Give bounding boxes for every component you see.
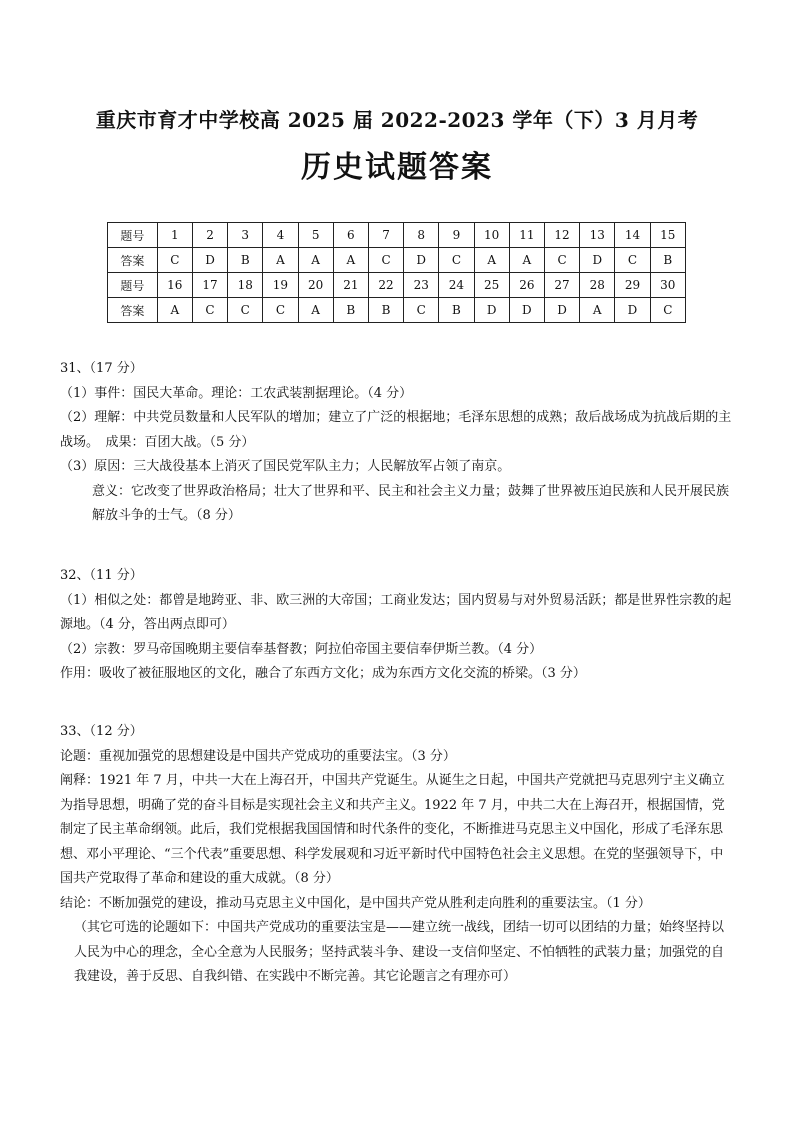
answer-cell: A — [263, 248, 298, 273]
answer-cell: D — [404, 248, 439, 273]
question-number-cell: 21 — [333, 273, 368, 298]
answer-cell: D — [615, 298, 650, 323]
answer-cell: B — [650, 248, 685, 273]
question-number-cell: 3 — [228, 223, 263, 248]
question-number-cell: 28 — [580, 273, 615, 298]
answer-cell: B — [368, 298, 403, 323]
question-number-cell: 19 — [263, 273, 298, 298]
question-number-cell: 1 — [157, 223, 192, 248]
question-number-cell: 15 — [650, 223, 685, 248]
question-number-cell: 8 — [404, 223, 439, 248]
question-number-cell: 11 — [509, 223, 544, 248]
question-number-cell: 6 — [333, 223, 368, 248]
question-number-cell: 14 — [615, 223, 650, 248]
question-number-cell: 4 — [263, 223, 298, 248]
question-number-cell: 23 — [404, 273, 439, 298]
row-label-answer: 答案 — [108, 298, 158, 323]
answer-cell: C — [615, 248, 650, 273]
question-31 — [60, 357, 732, 529]
row-label-question: 题号 — [108, 273, 158, 298]
answer-cell: A — [298, 298, 333, 323]
question-33 — [60, 720, 732, 990]
question-number-cell: 18 — [228, 273, 263, 298]
answer-cell: C — [157, 248, 192, 273]
answer-cell: C — [404, 298, 439, 323]
question-32-part-2: （2）宗教：罗马帝国晚期主要信奉基督教；阿拉伯帝国主要信奉伊斯兰教。（4 分） — [60, 641, 543, 657]
answer-cell: C — [544, 248, 579, 273]
question-number-cell: 30 — [650, 273, 685, 298]
row-label-question: 题号 — [108, 223, 158, 248]
answer-cell: C — [439, 248, 474, 273]
question-number-cell: 26 — [509, 273, 544, 298]
row-label-answer: 答案 — [108, 248, 158, 273]
question-number-cell: 29 — [615, 273, 650, 298]
question-31-heading: 31、（17 分） — [60, 361, 143, 376]
answer-cell: D — [509, 298, 544, 323]
question-33-conclusion: 结论：不断加强党的建设，推动马克思主义中国化，是中国共产党从胜利走向胜利的重要法宝。（1 分） — [60, 895, 651, 911]
question-31-part-1: （1）事件：国民大革命。理论：工农武装割据理论。（4 分） — [60, 385, 413, 401]
question-number-cell: 17 — [192, 273, 227, 298]
question-32-heading: 32、（11 分） — [60, 568, 143, 583]
question-33-alternatives-note: （其它可选的论题如下：中国共产党成功的重要法宝是——建立统一战线，团结一切可以团结的力量；始终坚持以人民为中心的理念，全心全意为人民服务；坚持武装斗争、建设一支信仰坚定、不怕牺牲的武装力量；加强党的自我建设，善于反思、自我纠错、在实践中不断完善。其它论题言之有理亦可） — [74, 920, 725, 984]
question-number-cell: 5 — [298, 223, 333, 248]
question-32-part-1: （1）相似之处：都曾是地跨亚、非、欧三洲的大帝国；工商业发达；国内贸易与对外贸易活跃；都是世界性宗教的起源地。（4 分，答出两点即可） — [60, 592, 732, 632]
question-number-cell: 24 — [439, 273, 474, 298]
question-number-cell: 7 — [368, 223, 403, 248]
answer-cell: A — [509, 248, 544, 273]
question-33-thesis: 论题：重视加强党的思想建设是中国共产党成功的重要法宝。（3 分） — [60, 748, 456, 764]
answer-cell: A — [298, 248, 333, 273]
answer-cell: C — [192, 298, 227, 323]
answer-cell: C — [228, 298, 263, 323]
question-number-cell: 20 — [298, 273, 333, 298]
question-number-cell: 9 — [439, 223, 474, 248]
question-number-cell: 25 — [474, 273, 509, 298]
question-number-cell: 27 — [544, 273, 579, 298]
question-33-heading: 33、（12 分） — [60, 724, 143, 739]
answer-cell: B — [333, 298, 368, 323]
answer-cell: A — [580, 298, 615, 323]
question-31-part-2: （2）理解：中共党员数量和人民军队的增加；建立了广泛的根据地；毛泽东思想的成熟；敌后战场成为抗战后期的主战场。 成果：百团大战。（5 分） — [60, 410, 732, 450]
answer-cell: D — [544, 298, 579, 323]
answer-cell: A — [333, 248, 368, 273]
answer-cell: D — [580, 248, 615, 273]
answer-table — [107, 222, 686, 323]
question-31-significance: 意义：它改变了世界政治格局；壮大了世界和平、民主和社会主义力量；鼓舞了世界被压迫民族和人民开展民族解放斗争的士气。（8 分） — [92, 483, 730, 523]
table-row — [108, 298, 686, 323]
answer-cell: C — [263, 298, 298, 323]
table-row — [108, 273, 686, 298]
table-row — [108, 223, 686, 248]
answer-cell: C — [368, 248, 403, 273]
answer-cell: D — [474, 298, 509, 323]
answer-cell: C — [650, 298, 685, 323]
question-32 — [60, 564, 732, 687]
answer-key-title: 历史试题答案 — [301, 150, 493, 185]
question-number-cell: 2 — [192, 223, 227, 248]
question-33-explanation: 阐释：1921 年 7 月，中共一大在上海召开，中国共产党诞生。从诞生之日起，中国共产党就把马克思列宁主义确立为指导思想，明确了党的奋斗目标是实现社会主义和共产主义。1922 年 7 月，中共二大在上海召开，根据国情，党制定了民主革命纲领。此后，我们党根据我国国情和时代条件的变化，不断推进马克思主义中国化，形成了毛泽东思想、邓小平理论、“三个代表”重要思想、科学发展观和习近平新时代中国特色社会主义思想。在党的坚强领导下，中国共产党取得了革命和建设的重大成就。（8 分） — [60, 773, 725, 886]
question-number-cell: 22 — [368, 273, 403, 298]
question-number-cell: 10 — [474, 223, 509, 248]
table-row — [108, 248, 686, 273]
answer-cell: A — [474, 248, 509, 273]
question-number-cell: 13 — [580, 223, 615, 248]
answer-cell: D — [192, 248, 227, 273]
question-31-part-3: （3）原因：三大战役基本上消灭了国民党军队主力；人民解放军占领了南京。 — [60, 459, 511, 474]
question-number-cell: 16 — [157, 273, 192, 298]
answer-cell: B — [439, 298, 474, 323]
exam-title: 重庆市育才中学校高 2025 届 2022-2023 学年（下）3 月月考 — [95, 108, 699, 132]
answer-cell: A — [157, 298, 192, 323]
question-number-cell: 12 — [544, 223, 579, 248]
question-32-effect: 作用：吸收了被征服地区的文化，融合了东西方文化；成为东西方文化交流的桥梁。（3 分） — [60, 666, 586, 681]
answer-cell: B — [228, 248, 263, 273]
